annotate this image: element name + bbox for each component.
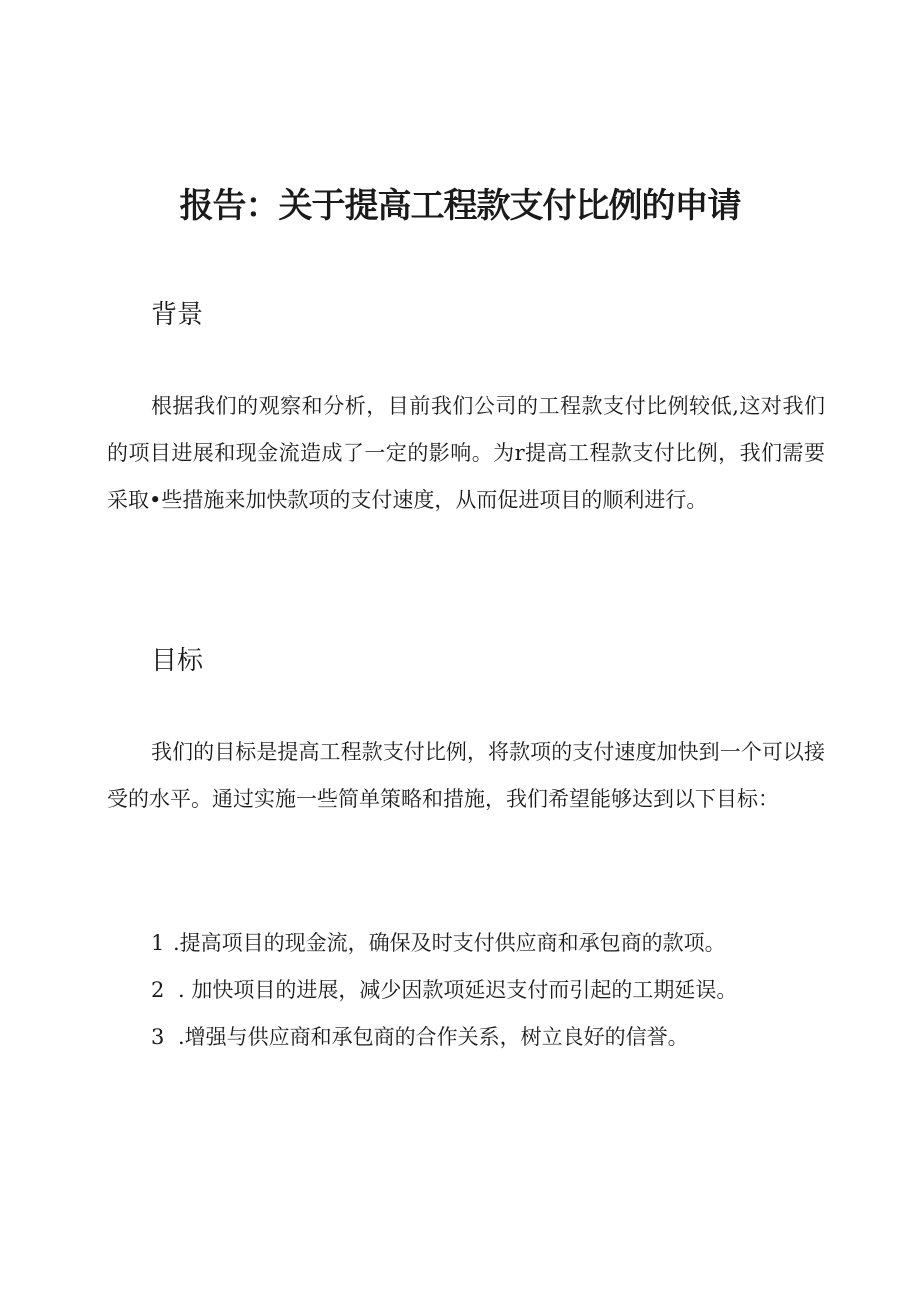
list-item-text: .增强与供应商和承包商的合作关系，树立良好的信誉。 (178, 1025, 689, 1049)
list-item-number: 3 (151, 1025, 165, 1049)
goals-paragraph: 我们的目标是提高工程款支付比例，将款项的支付速度加快到一个可以接受的水平。通过实施一些简单策略和措施，我们希望能够达到以下目标： (107, 740, 825, 811)
list-item-number: 2 (151, 978, 165, 1002)
list-item-text: .提高项目的现金流，确保及时支付供应商和承包商的款项。 (173, 931, 726, 955)
section-heading-background: 背景 (151, 300, 204, 330)
list-item (151, 920, 831, 967)
background-paragraph: 根据我们的观察和分析，目前我们公司的工程款支付比例较低,这对我们的项目进展和现金流造成了一定的影响。为r提高工程款支付比例，我们需要采取•些措施来加快款项的支付速度，从而促进项目的顺利进行。 (107, 394, 825, 512)
list-item (151, 1014, 831, 1061)
section-heading-goals: 目标 (151, 646, 204, 676)
list-item-number: 1 (151, 931, 165, 955)
goals-list (151, 920, 831, 1061)
page-title: 报告：关于提高工程款支付比例的申请 (179, 186, 741, 226)
list-item (151, 967, 831, 1014)
list-item-text: . 加快项目的进展，减少因款项延迟支付而引起的工期延误。 (178, 978, 738, 1002)
